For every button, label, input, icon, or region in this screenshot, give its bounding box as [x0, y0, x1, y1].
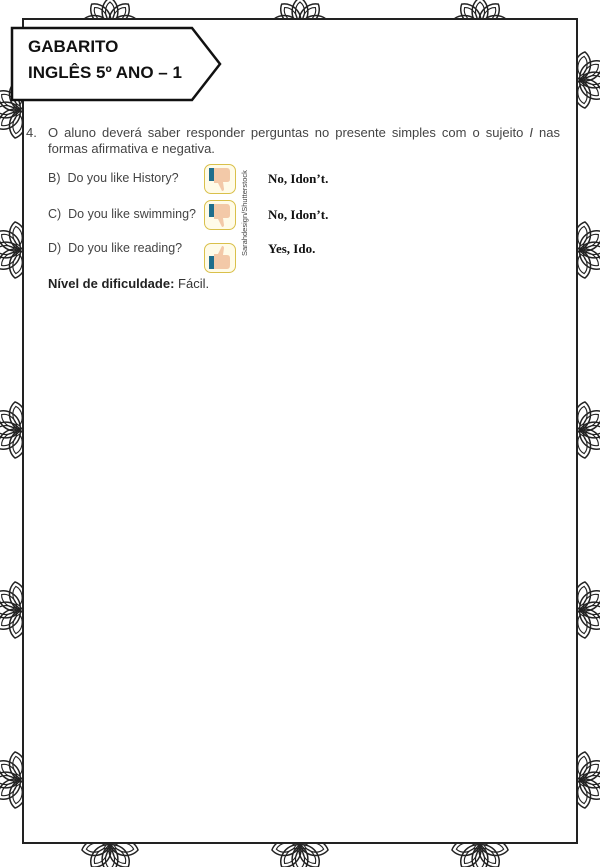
header-tag [10, 26, 220, 100]
item-d [48, 241, 182, 255]
difficulty-level [48, 276, 209, 291]
image-credit: Sarahdesign/Shutterstock [240, 170, 249, 256]
difficulty-label: Nível de dificuldade: [48, 276, 175, 291]
item-question: Do you like reading? [68, 241, 183, 255]
item-letter: C) [48, 207, 62, 221]
item-letter: D) [48, 241, 62, 255]
answer-b: No, Idon’t. [268, 171, 329, 186]
item-b [48, 171, 179, 185]
answer-c: No, Idon’t. [268, 207, 329, 222]
thumbs-down-icon [204, 200, 236, 230]
item-c [48, 207, 196, 221]
difficulty-value: Fácil. [178, 276, 210, 291]
thumbs-down-icon [204, 164, 236, 194]
header-title: GABARITO [28, 37, 119, 56]
question-subject: I [529, 125, 534, 140]
item-question: Do you like swimming? [68, 207, 196, 221]
item-letter: B) [48, 171, 61, 185]
thumbs-up-icon [204, 243, 236, 273]
answer-d: Yes, Ido. [268, 241, 316, 256]
question-number: 4. [26, 125, 37, 140]
question-text-before: O aluno deverá saber responder perguntas no presente simples com o sujeito [48, 125, 530, 140]
header-subtitle: INGLÊS 5º ANO – 1 [28, 63, 182, 82]
question-text-after: nas formas afirmativa e negativa. [48, 125, 561, 156]
question-statement [26, 125, 561, 157]
item-question: Do you like History? [67, 171, 179, 185]
